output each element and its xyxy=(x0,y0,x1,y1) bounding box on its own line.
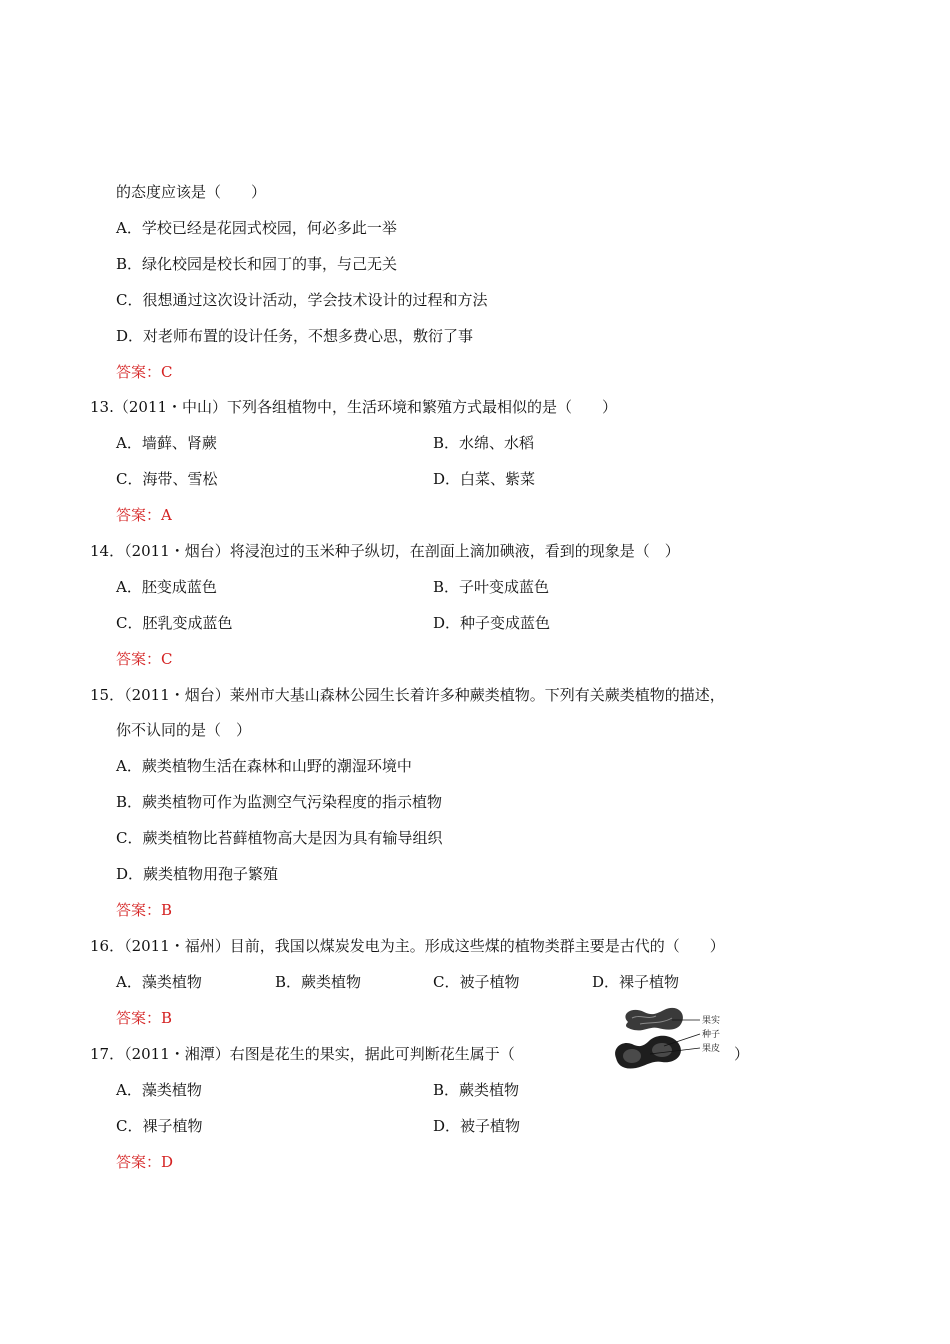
q13-answer: 答案：A xyxy=(116,506,172,524)
q16-option-d: D．裸子植物 xyxy=(592,973,680,991)
q12-option-c: C．很想通过这次设计活动，学会技术设计的过程和方法 xyxy=(116,291,488,309)
q14-stem: 14．（2011・烟台）将浸泡过的玉米种子纵切，在剖面上滴加碘液，看到的现象是（ ） xyxy=(90,542,680,560)
q13-option-a: A．墙藓、肾蕨 xyxy=(116,434,217,452)
q16-answer: 答案：B xyxy=(116,1009,173,1027)
q15-option-c: C．蕨类植物比苔藓植物高大是因为具有输导组织 xyxy=(116,829,443,847)
q14-option-b: B．子叶变成蓝色 xyxy=(433,578,550,596)
q13-option-c: C．海带、雪松 xyxy=(116,470,218,488)
label-pericarp: 果皮 xyxy=(702,1044,721,1054)
q17-option-b: B．蕨类植物 xyxy=(433,1081,520,1099)
q16-stem: 16．（2011・福州）目前，我国以煤炭发电为主。形成这些煤的植物类群主要是古代的（ ） xyxy=(90,937,725,955)
peanut-pod-upper xyxy=(625,1008,682,1030)
q15-option-d: D．蕨类植物用孢子繁殖 xyxy=(116,865,279,883)
q16-option-c: C．被子植物 xyxy=(433,973,520,991)
q12-option-d: D．对老师布置的设计任务，不想多费心思，敷衍了事 xyxy=(116,327,474,345)
q14-option-a: A．胚变成蓝色 xyxy=(116,578,217,596)
q12-answer: 答案：C xyxy=(116,363,173,381)
q13-stem: 13.（2011・中山）下列各组植物中，生活环境和繁殖方式最相似的是（ ） xyxy=(90,398,618,416)
q13-option-b: B．水绵、水稻 xyxy=(433,434,535,452)
q12-option-a: A．学校已经是花园式校园，何必多此一举 xyxy=(116,219,397,237)
q12-option-b: B．绿化校园是校长和园丁的事，与己无关 xyxy=(116,255,398,273)
q15-stem-line1: 15．（2011・烟台）莱州市大基山森林公园生长着许多种蕨类植物。下列有关蕨类植物的描述， xyxy=(90,686,725,704)
peanut-seed-2 xyxy=(652,1043,672,1057)
q14-answer: 答案：C xyxy=(116,650,173,668)
peanut-seed-1 xyxy=(623,1049,641,1063)
q13-option-d: D．白菜、紫菜 xyxy=(433,470,536,488)
q17-option-c: C．裸子植物 xyxy=(116,1117,203,1135)
q15-option-b: B．蕨类植物可作为监测空气污染程度的指示植物 xyxy=(116,793,443,811)
label-seed: 种子 xyxy=(702,1030,721,1040)
q17-option-a: A．藻类植物 xyxy=(116,1081,202,1099)
peanut-pod-lower xyxy=(615,1036,681,1069)
q14-option-d: D．种子变成蓝色 xyxy=(433,614,551,632)
q17-stem-close: ） xyxy=(734,1045,750,1063)
q17-answer: 答案：D xyxy=(116,1153,174,1171)
q14-option-c: C．胚乳变成蓝色 xyxy=(116,614,233,632)
q15-answer: 答案：B xyxy=(116,901,173,919)
q16-option-b: B．蕨类植物 xyxy=(275,973,362,991)
q17-option-d: D．被子植物 xyxy=(433,1117,521,1135)
q15-option-a: A．蕨类植物生活在森林和山野的潮湿环境中 xyxy=(116,757,412,775)
peanut-figure xyxy=(610,1004,730,1084)
q12-stem-cont: 的态度应该是（ ） xyxy=(116,183,267,201)
label-fruit: 果实 xyxy=(702,1016,721,1026)
q16-option-a: A．藻类植物 xyxy=(116,973,202,991)
q17-stem: 17．（2011・湘潭）右图是花生的果实，据此可判断花生属于（ xyxy=(90,1045,515,1063)
q15-stem-line2: 你不认同的是（ ） xyxy=(116,721,252,739)
